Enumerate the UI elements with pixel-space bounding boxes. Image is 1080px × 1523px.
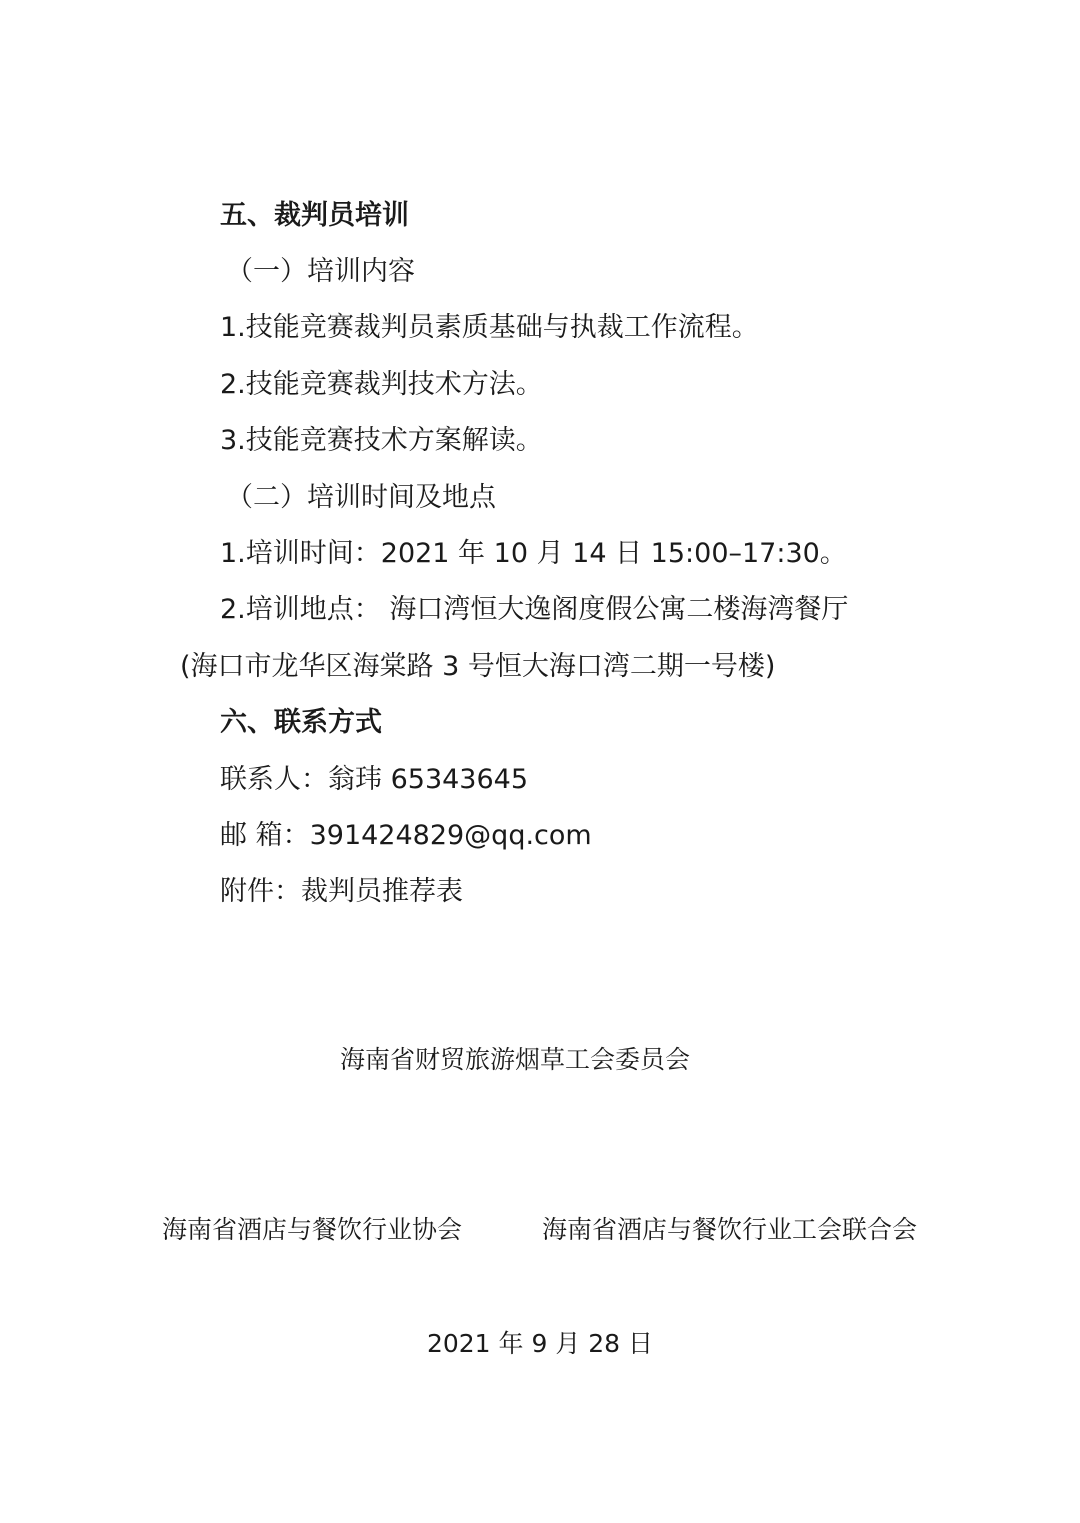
contact-person: 联系人：翁玮 65343645 (220, 764, 529, 795)
training-item-1: 1.技能竞赛裁判员素质基础与执裁工作流程。 (220, 312, 759, 343)
training-item-3: 3.技能竞赛技术方案解读。 (220, 425, 543, 456)
training-time: 1.培训时间：2021 年 10 月 14 日 15:00–17:30。 (220, 538, 847, 569)
attachment-note: 附件：裁判员推荐表 (220, 876, 463, 907)
section-5-subheading-content: （一）培训内容 (226, 256, 415, 287)
training-place-address: (海口市龙华区海棠路 3 号恒大海口湾二期一号楼) (180, 651, 776, 682)
section-5-subheading-time-place: （二）培训时间及地点 (226, 482, 496, 513)
training-place: 2.培训地点： 海口湾恒大逸阁度假公寓二楼海湾餐厅 (220, 594, 849, 625)
signature-org-trade-union: 海南省财贸旅游烟草工会委员会 (340, 1045, 691, 1074)
signature-date: 2021 年 9 月 28 日 (426, 1329, 654, 1358)
contact-email: 邮 箱：391424829@qq.com (220, 820, 592, 851)
signature-org-hotel-union: 海南省酒店与餐饮行业工会联合会 (542, 1215, 918, 1244)
section-6-heading: 六、联系方式 (220, 707, 382, 738)
training-item-2: 2.技能竞赛裁判技术方法。 (220, 369, 543, 400)
section-5-heading: 五、裁判员培训 (220, 200, 409, 231)
signature-org-hotel-association: 海南省酒店与餐饮行业协会 (162, 1215, 463, 1244)
